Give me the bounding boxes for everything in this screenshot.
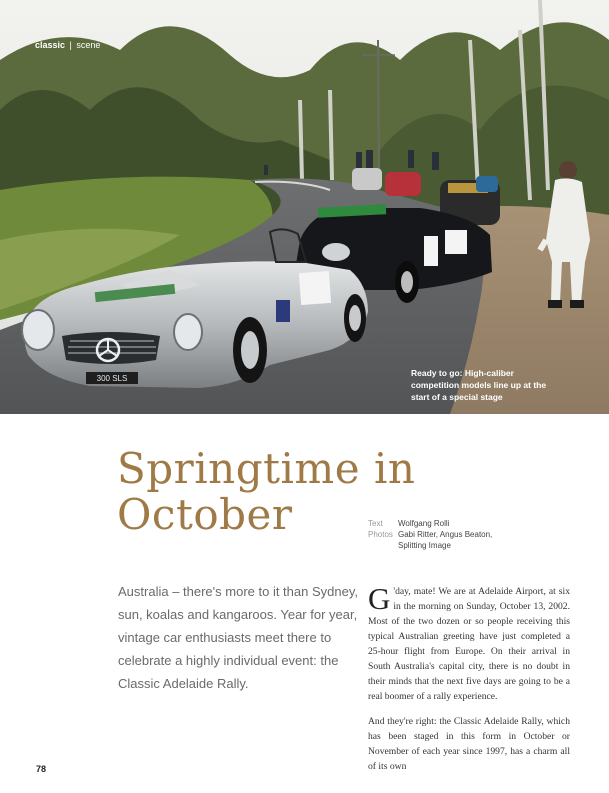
photo-caption: Ready to go: High-caliber competition models line up at the start of a special stage (411, 368, 547, 402)
article-body (368, 581, 570, 784)
title-line-1: Springtime in (117, 444, 416, 493)
title-line-2: October (117, 490, 293, 539)
paragraph-1-text: 'day, mate! We are at Adelaide Airport, at six in the morning on Sunday, October 13, 2002. Most of the two dozen or so people receiving this typical Australian greeting have just completed a 25-hour flight from Europe. On their arrival in South Australia's capital city, there is no doubt in their minds that the next five days are going to be a real boomer of a rally experience. (368, 586, 570, 702)
text-credit-value: Wolfgang Rolli (398, 519, 450, 528)
section-label: classic (35, 40, 66, 50)
power-pole (378, 40, 379, 175)
article-intro: Australia – there's more to it than Sydney, sun, koalas and kangaroos. Year for year, vintage car enthusiasts meet there to celebrate a highly individual event: the Classic Adelaide Rally. (118, 584, 358, 691)
page-number: 78 (36, 764, 47, 774)
distant-car-1 (352, 168, 382, 190)
photos-credit-value: Gabi Ritter, Angus Beaton, Splitting Image (398, 530, 493, 550)
drop-cap: G (368, 581, 391, 616)
license-plate: 300 SLS (96, 374, 128, 383)
text-credit-label: Text (368, 519, 383, 528)
distant-car-2 (385, 172, 421, 196)
paragraph-2: And they're right: the Classic Adelaide Rally, which has been staged in this form in October or November of each year since 1997, has a charm all of its own (368, 716, 570, 772)
article-credits (368, 518, 508, 551)
section-header (35, 40, 100, 50)
subsection-label: scene (76, 40, 101, 50)
photos-credit-label: Photos (368, 530, 393, 539)
section-separator: | (69, 40, 72, 50)
distant-car-4 (476, 176, 498, 192)
paragraph-1 (368, 581, 570, 704)
